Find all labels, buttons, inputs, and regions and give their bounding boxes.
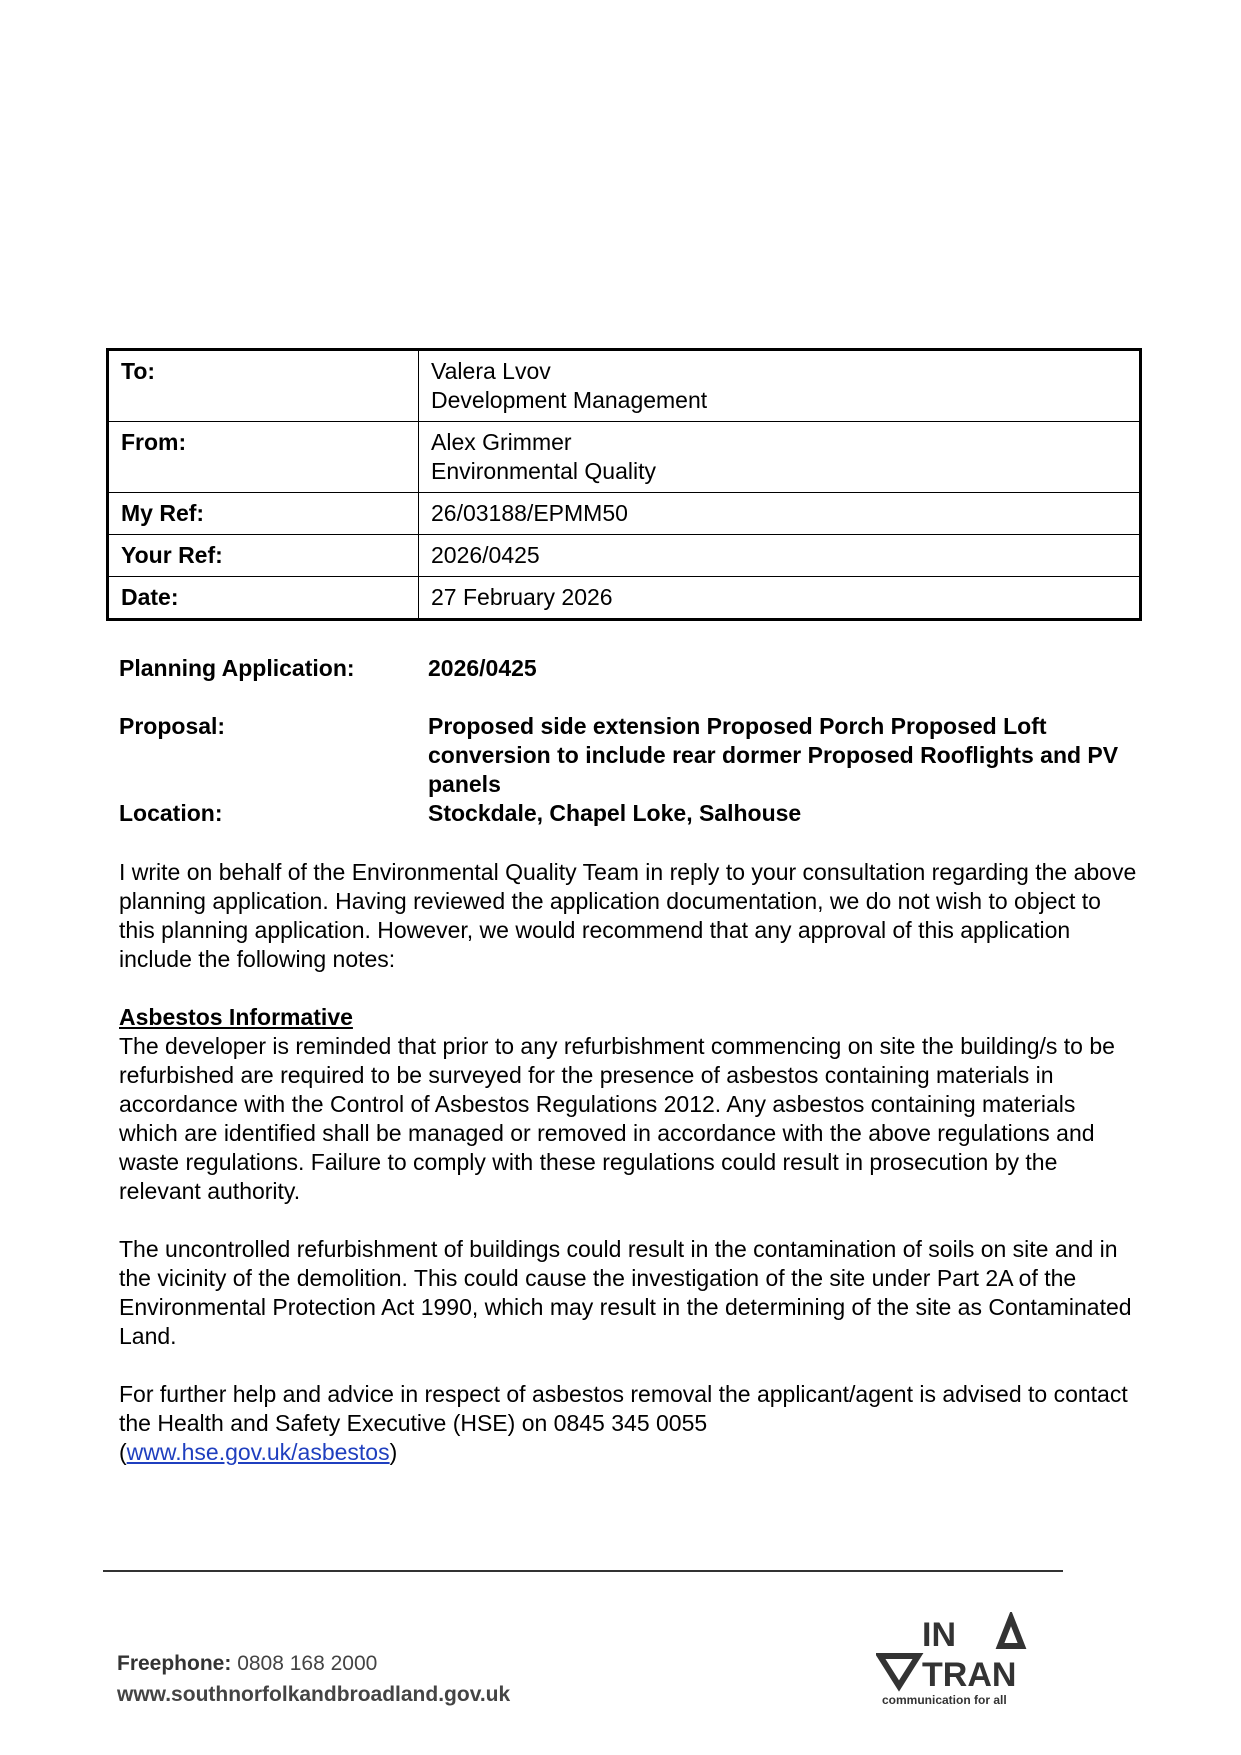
your-ref-value: 2026/0425: [431, 542, 540, 568]
letter-body: [119, 858, 1139, 1496]
memo-label-from: From:: [108, 422, 419, 493]
asbestos-section: [119, 1003, 1139, 1206]
asbestos-paragraph-1: The developer is reminded that prior to any refurbishment commencing on site the building/s to be refurbished are required to be surveyed for the presence of asbestos containing materials in accordance with the Control of Asbestos Regulations 2012. Any asbestos containing materials which are identified shall be managed or removed in accordance with the above regulations and waste regulations. Failure to comply with these regulations could result in prosecution by the relevant authority.: [119, 1033, 1115, 1204]
footer-contact: [117, 1648, 510, 1710]
intro-paragraph: I write on behalf of the Environmental Quality Team in reply to your consultation regarding the above planning application. Having reviewed the application documentation, we do not wish to object to this planning application. However, we would recommend that any approval of this application include the following notes:: [119, 859, 1137, 972]
advice-paragraph: [119, 1380, 1139, 1467]
memo-header-table: [106, 348, 1142, 621]
memo-row-your-ref: [108, 535, 1141, 577]
my-ref-value: 26/03188/EPMM50: [431, 500, 628, 526]
logo-line-1: IN: [922, 1616, 956, 1654]
memo-row-date: [108, 577, 1141, 620]
memo-row-from: [108, 422, 1141, 493]
planning-application-value: 2026/0425: [428, 655, 537, 681]
freephone-number: 0808 168 2000: [237, 1652, 378, 1675]
date-value: 27 February 2026: [431, 584, 613, 610]
application-details: [119, 654, 1139, 828]
memo-row-to: [108, 350, 1141, 422]
logo-tagline: communication for all: [882, 1693, 1007, 1707]
freephone-label: Freephone:: [117, 1652, 232, 1675]
sender-department: Environmental Quality: [431, 458, 656, 484]
intran-logo: [876, 1612, 1046, 1708]
memo-row-my-ref: [108, 493, 1141, 535]
asbestos-heading: Asbestos Informative: [119, 1004, 353, 1030]
location-value: Stockdale, Chapel Loke, Salhouse: [428, 800, 802, 826]
memo-value-date: [419, 577, 1141, 620]
memo-label-date: Date:: [108, 577, 419, 620]
memo-label-to: To:: [108, 350, 419, 422]
location-label: Location:: [119, 800, 223, 826]
proposal-row: [119, 712, 1139, 799]
freephone-line: [117, 1648, 510, 1679]
proposal-value: Proposed side extension Proposed Porch Proposed Loft conversion to include rear dormer Proposed Rooflights and PV panels: [428, 713, 1119, 797]
memo-label-your-ref: Your Ref:: [108, 535, 419, 577]
recipient-name: Valera Lvov: [431, 358, 551, 384]
proposal-label: Proposal:: [119, 713, 226, 739]
memo-value-your-ref: [419, 535, 1141, 577]
planning-application-row: [119, 654, 1139, 683]
down-triangle-icon: [880, 1656, 918, 1686]
footer-divider: [103, 1570, 1063, 1572]
location-row: [119, 799, 1139, 828]
up-triangle-icon: [1000, 1618, 1022, 1646]
advice-open-paren: (: [119, 1439, 127, 1465]
memo-label-my-ref: My Ref:: [108, 493, 419, 535]
memo-value-to: [419, 350, 1141, 422]
sender-name: Alex Grimmer: [431, 429, 572, 455]
memo-value-my-ref: [419, 493, 1141, 535]
hse-asbestos-link[interactable]: www.hse.gov.uk/asbestos: [126, 1439, 390, 1465]
advice-text: For further help and advice in respect of asbestos removal the applicant/agent is advised to contact the Health and Safety Executive (HSE) on 0845 345 0055: [119, 1381, 1128, 1436]
memo-value-from: [419, 422, 1141, 493]
recipient-department: Development Management: [431, 387, 708, 413]
footer-website[interactable]: www.southnorfolkandbroadland.gov.uk: [117, 1683, 511, 1706]
asbestos-paragraph-2: The uncontrolled refurbishment of buildings could result in the contamination of soils on site and in the vicinity of the demolition. This could cause the investigation of the site under Part 2A of the Environmental Protection Act 1990, which may result in the determining of the site as Contaminated Land.: [119, 1236, 1132, 1349]
planning-application-label: Planning Application:: [119, 655, 355, 681]
advice-close-paren: ): [389, 1439, 398, 1465]
logo-line-2: TRAN: [922, 1656, 1017, 1694]
